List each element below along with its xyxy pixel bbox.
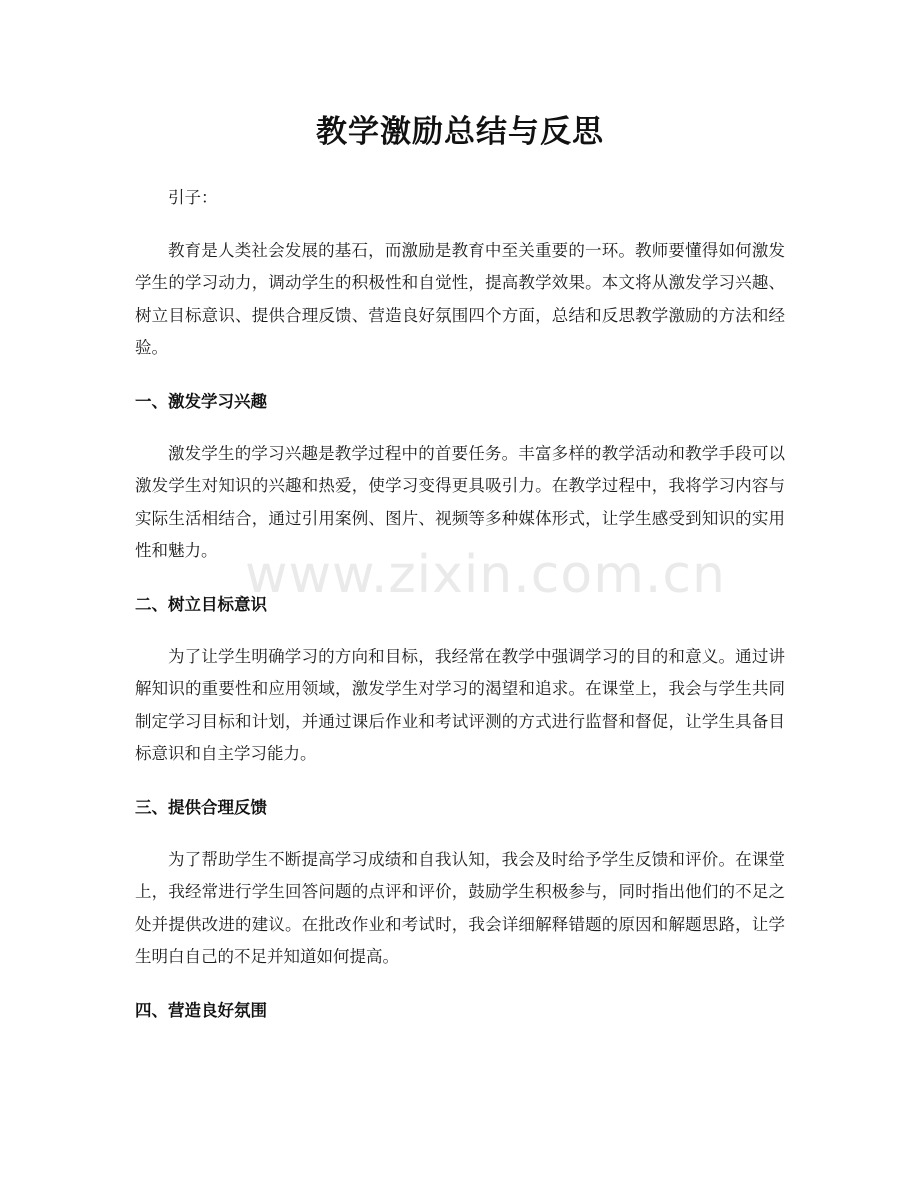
intro-paragraph: 教育是人类社会发展的基石，而激励是教育中至关重要的一环。教师要懂得如何激发学生的学习动力，调动学生的积极性和自觉性，提高教学效果。本文将从激发学习兴趣、树立目标意识、提供合理反馈、营造良好氛围四个方面，总结和反思教学激励的方法和经验。 [135,240,785,357]
section-3 [135,792,785,974]
section-heading: 一、激发学习兴趣 [135,391,267,411]
page-title: 教学激励总结与反思 [316,114,604,150]
section-1 [135,386,785,568]
section-paragraph: 为了让学生明确学习的方向和目标，我经常在教学中强调学习的目的和意义。通过讲解知识的重要性和应用领域，激发学生对学习的渴望和追求。在课堂上，我会与学生共同制定学习目标和计划，并通过课后作业和考试评测的方式进行监督和督促，让学生具备目标意识和自主学习能力。 [135,646,785,763]
section-paragraph: 为了帮助学生不断提高学习成绩和自我认知，我会及时给予学生反馈和评价。在课堂上，我经常进行学生回答问题的点评和评价，鼓励学生积极参与，同时指出他们的不足之处并提供改进的建议。在批改作业和考试时，我会详细解释错题的原因和解题思路，让学生明白自己的不足并知道如何提高。 [135,849,785,966]
watermark: www.zixin.com.cn [245,545,726,605]
intro-label: 引子： [168,188,218,207]
section-2 [135,589,785,771]
section-paragraph: 激发学生的学习兴趣是教学过程中的首要任务。丰富多样的教学活动和教学手段可以激发学生对知识的兴趣和热爱，使学习变得更具吸引力。在教学过程中，我将学习内容与实际生活相结合，通过引用案例、图片、视频等多种媒体形式，让学生感受到知识的实用性和魅力。 [135,443,785,560]
section-4 [135,995,785,1027]
section-heading: 二、树立目标意识 [135,594,267,614]
document-body [135,182,785,1027]
section-heading: 三、提供合理反馈 [135,797,267,817]
section-heading: 四、营造良好氛围 [135,1000,267,1020]
